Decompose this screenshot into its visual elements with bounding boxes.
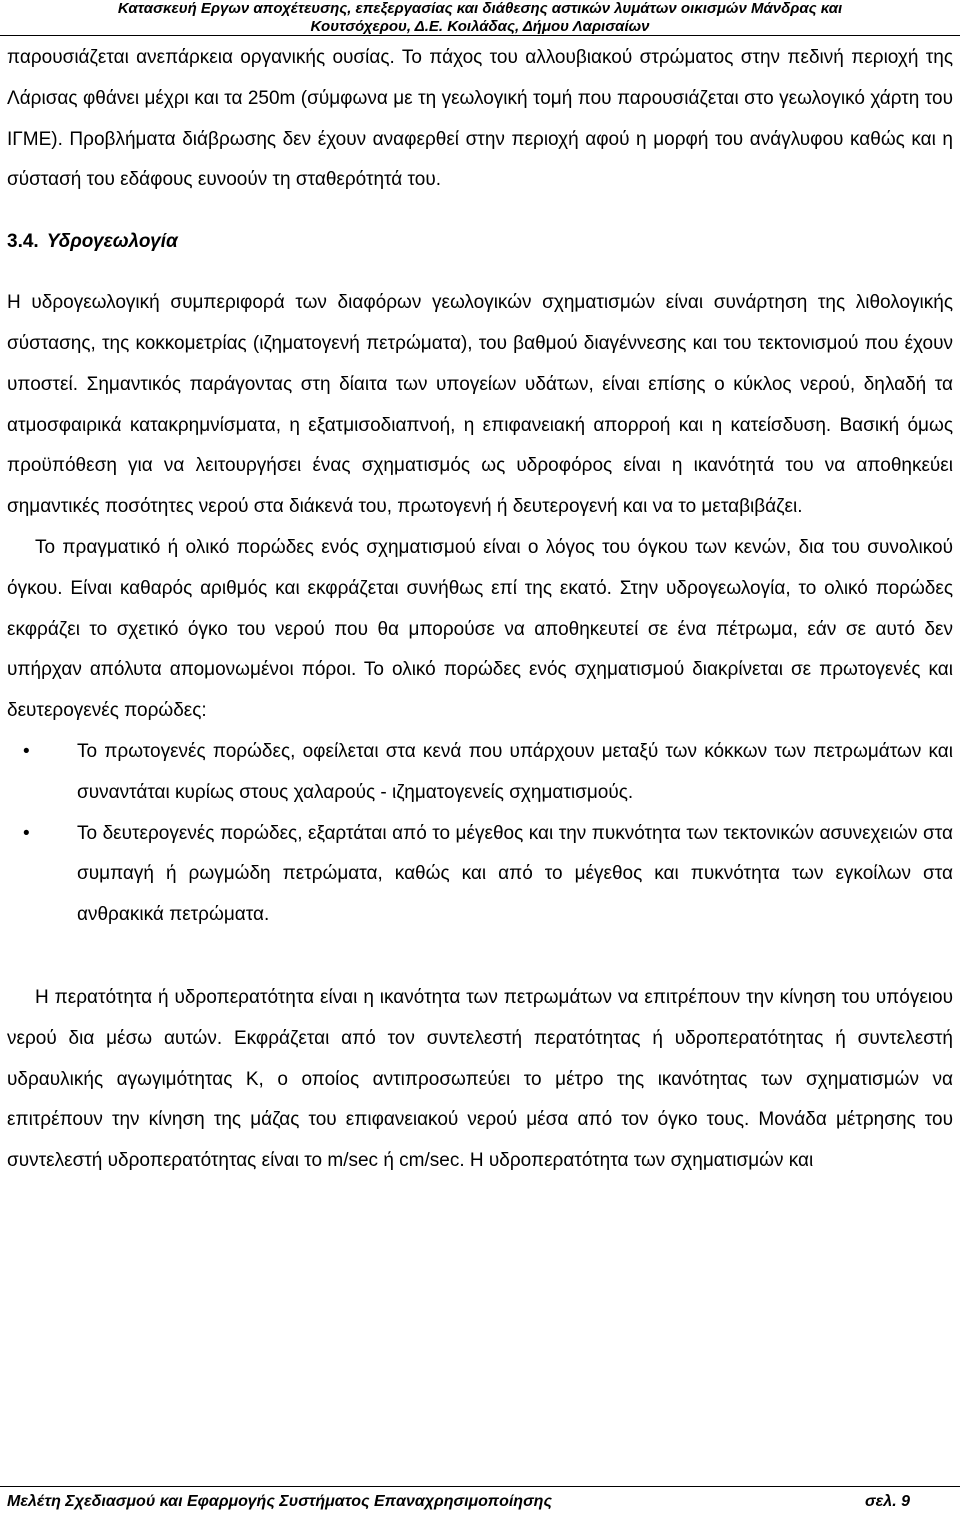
spacer [7,936,953,978]
list-item-text: Το πρωτογενές πορώδες, οφείλεται στα κενά που υπάρχουν μεταξύ των κόκκων των πετρωμάτων και συναντάται κυρίως στους χαλαρούς - ιζηματογενείς σχηματισμούς. [77,740,953,803]
page-number: σελ. 9 [865,1493,910,1510]
list-item-text: Το δευτερογενές πορώδες, εξαρτάται από το μέγεθος και την πυκνότητα των τεκτονικών ασυνεχειών στα συμπαγή ή ρωγμώδη πετρώματα, καθώς και από το μέγεθος και πυκνότητα των εγκοίλων στα ανθρακικά πετρώματα. [77,822,953,926]
section-title: Υδρογεωλογία [46,231,178,253]
header-line-2: Κουτσόχερου, Δ.Ε. Κοιλάδας, Δήμου Λαρισαίων [310,18,650,35]
page-header [0,0,960,36]
paragraph-porosity: Το πραγματικό ή ολικό πορώδες ενός σχηματισμού είναι ο λόγος του όγκου των κενών, δια του συνολικού όγκου. Είναι καθαρός αριθμός και εκφράζεται συνήθως επί της εκατό. Στην υδρογεωλογία, το ολικό πορώδες εκφράζει το σχετικό όγκο του νερού που θα μπορούσε να αποθηκευτεί σε ένα πέτρωμα, εάν σε αυτό δεν υπήρχαν απόλυτα απομονωμένοι πόροι. Το ολικό πορώδες ενός σχηματισμού διακρίνεται σε πρωτογενές και δευτερογενές πορώδες: [7,536,953,722]
porosity-bullet-list [7,732,953,936]
paragraph-hydrogeology: Η υδρογεωλογική συμπεριφορά των διαφόρων γεωλογικών σχηματισμών είναι συνάρτηση της λιθολογικής σύστασης, της κοκκομετρίας (ιζηματογενή πετρώματα), του βαθμού διαγέννεσης και του τεκτονισμού που έχουν υποστεί. Σημαντικός παράγοντας στη δίαιτα των υπογείων υδάτων, είναι επίσης ο κύκλος νερού, δηλαδή τα ατμοσφαιρικά κατακρημνίσματα, η εξατμισοδιαπνοή, η επιφανειακή απορροή και η κατείσδυση. Βασική όμως προϋπόθεση για να λειτουργήσει ένας σχηματισμός ως υδροφόρος είναι η ικανότητά του να αποθηκεύει σημαντικές ποσότητες νερού στα διάκενά του, πρωτογενή ή δευτερογενή και να το μεταβιβάζει. [7,292,953,518]
page-footer [0,1486,960,1516]
bullet-icon: • [23,740,30,762]
section-heading [7,201,953,283]
paragraph-permeability: Η περατότητα ή υδροπερατότητα είναι η ικανότητα των πετρωμάτων να επιτρέπουν την κίνηση του υπόγειου νερού δια μέσω αυτών. Εκφράζεται από τον συντελεστή περατότητας ή υδροπερατότητας ή συντελεστή υδραυλικής αγωγιμότητας K, ο οποίος αντιπροσωπεύει το μέτρο της ικανότητας των σχηματισμών να επιτρέπουν την κίνηση της μάζας του επιφανειακού νερού μέσα από τον όγκο τους. Μονάδα μέτρησης του συντελεστή υδροπερατότητας είναι το m/sec ή cm/sec. Η υδροπερατότητα των σχηματισμών και [7,986,953,1172]
list-item [7,814,953,936]
bullet-icon: • [23,822,30,844]
footer-document-title: Μελέτη Σχεδιασμού και Εφαρμογής Συστήματος Επαναχρησιμοποίησης [7,1493,552,1510]
section-number: 3.4. [7,231,39,253]
header-line-1: Κατασκευή Εργων αποχέτευσης, επεξεργασίας και διάθεσης αστικών λυμάτων οικισμών Μάνδρας και [117,0,843,17]
document-body [7,38,953,1182]
list-item [7,732,953,814]
intro-paragraph: παρουσιάζεται ανεπάρκεια οργανικής ουσίας. Το πάχος του αλλουβιακού στρώματος στην πεδινή περιοχή της Λάρισας φθάνει μέχρι και τα 250m (σύμφωνα με τη γεωλογική τομή που παρουσιάζεται στο γεωλογικό χάρτη του ΙΓΜΕ). Προβλήματα διάβρωσης δεν έχουν αναφερθεί στην περιοχή αφού η μορφή του ανάγλυφου καθώς και η σύστασή του εδάφους ευνοούν τη σταθερότητά του. [7,47,953,191]
